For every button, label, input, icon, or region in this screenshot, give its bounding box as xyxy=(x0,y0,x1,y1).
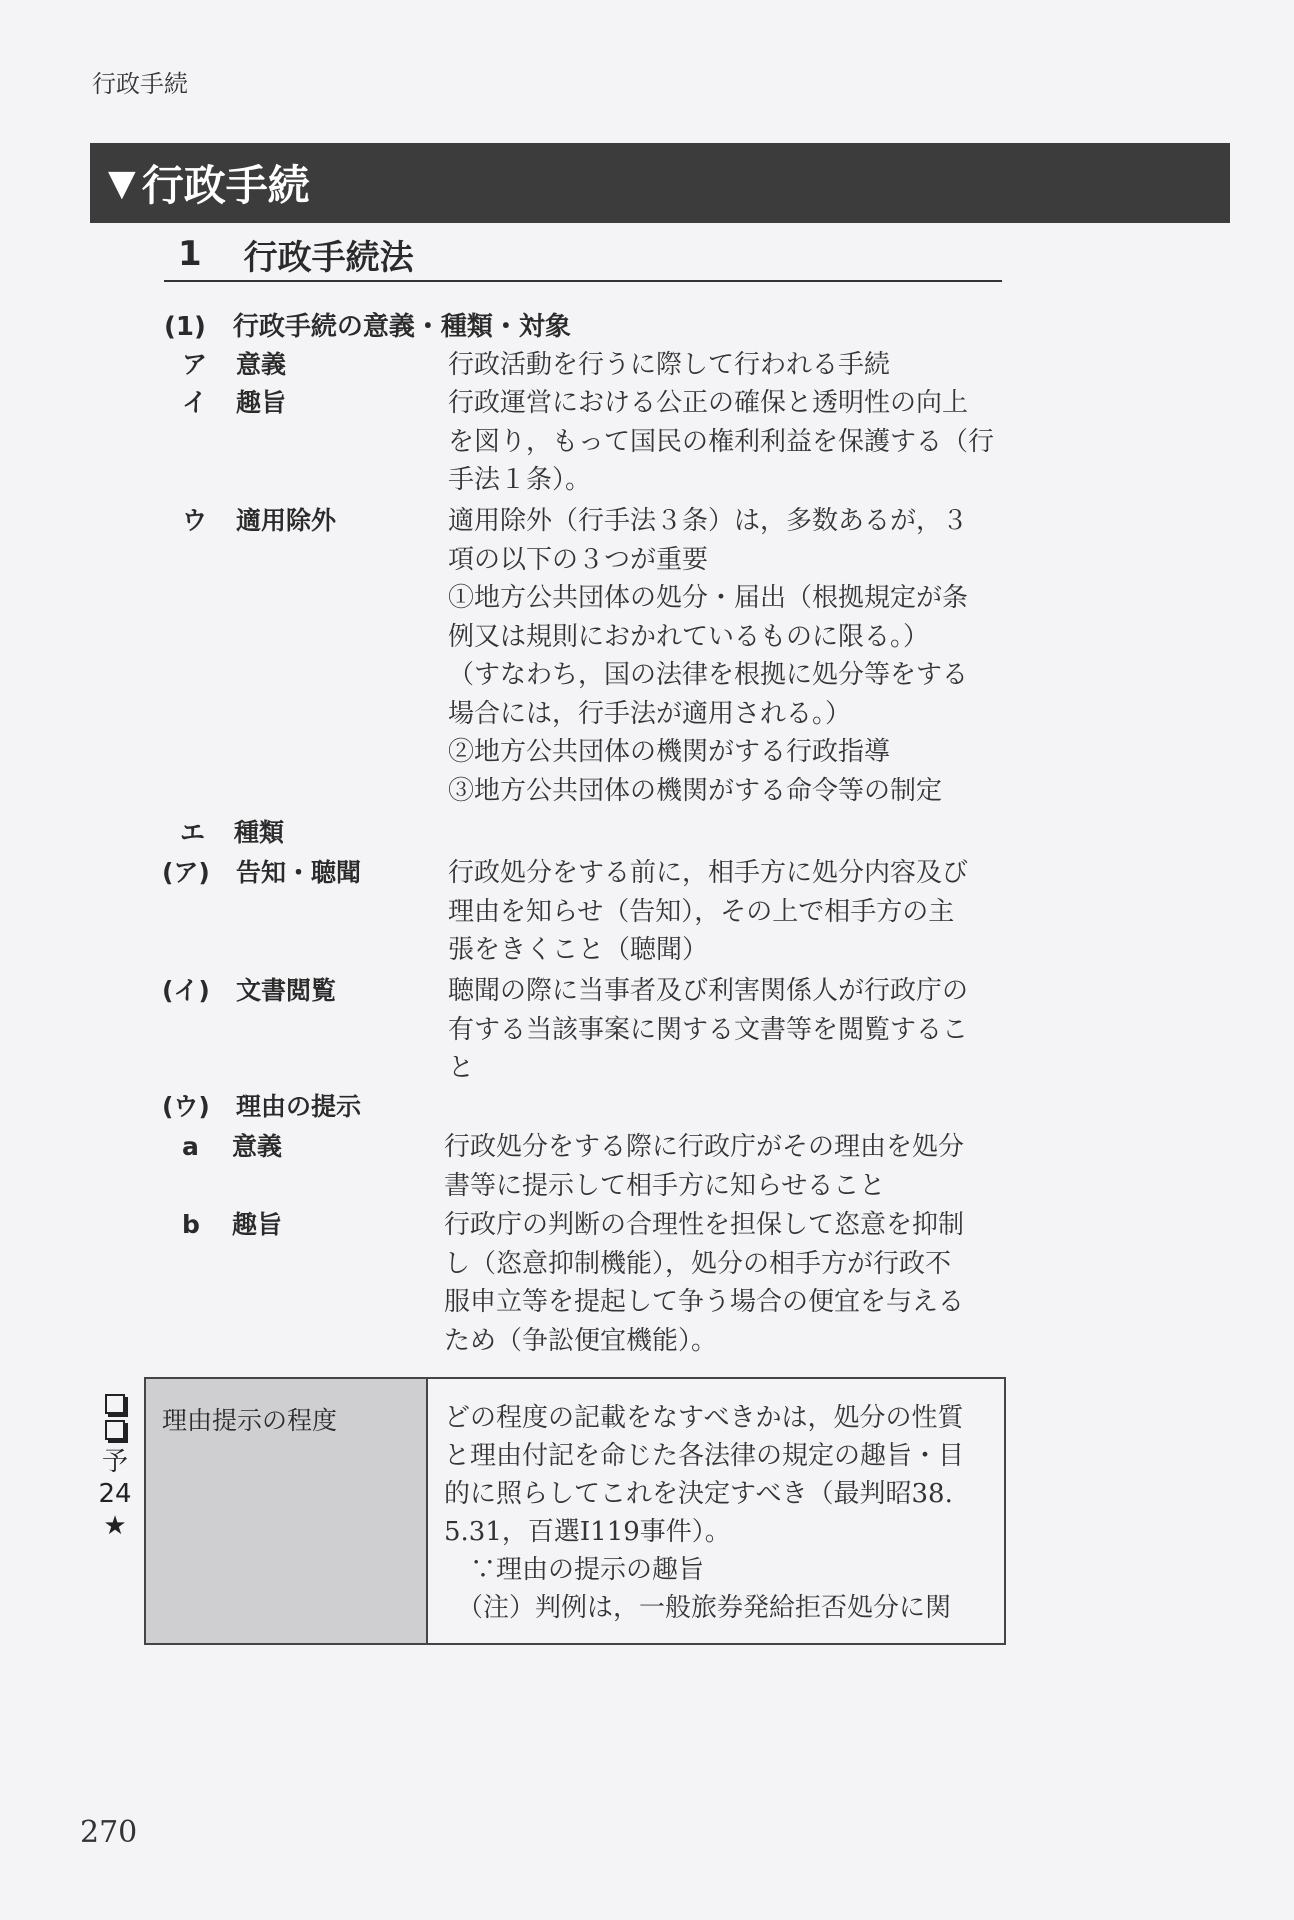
body-line: 場合には，行手法が適用される。） xyxy=(448,698,852,729)
exam-mark: 予 xyxy=(101,1447,128,1477)
body-line: 手法１条）。 xyxy=(448,465,592,495)
body-line: （すなわち，国の法律を根拠に処分等をする xyxy=(448,660,969,690)
row-label: 意義 xyxy=(236,350,287,379)
checkbox-icon[interactable] xyxy=(105,1394,125,1414)
body-line: ①地方公共団体の処分・届出（根拠規定が条 xyxy=(448,583,969,613)
row-mark: (イ) xyxy=(162,976,210,1005)
body-line: 適用除外（行手法３条）は，多数あるが，３ xyxy=(448,506,969,536)
body-line: 有する当該事案に関する文書等を閲覧するこ xyxy=(448,1014,969,1045)
note-line: ∵理由の提示の趣旨 xyxy=(444,1555,705,1585)
page-number: 270 xyxy=(80,1815,138,1850)
row-label: 種類 xyxy=(234,818,285,847)
row-body xyxy=(448,854,1008,970)
review-marks xyxy=(98,1388,132,1542)
note-box xyxy=(144,1377,1006,1645)
body-line: 項の以下の３つが重要 xyxy=(448,544,709,575)
row-mark: b xyxy=(182,1210,200,1239)
running-head: 行政手続 xyxy=(92,70,188,98)
note-label: 理由提示の程度 xyxy=(146,1379,428,1643)
row-mark: ア xyxy=(182,350,208,379)
body-line: 行政庁の判断の合理性を担保して恣意を抑制 xyxy=(444,1210,965,1240)
note-line: （注）判例は，一般旅券発給拒否処分に関 xyxy=(444,1593,952,1623)
body-line: 理由を知らせ（告知），その上で相手方の主 xyxy=(448,896,955,927)
row-mark: (ウ) xyxy=(162,1092,210,1121)
row-mark: エ xyxy=(180,818,206,847)
subsection-number: (1) xyxy=(164,312,206,342)
body-line: 服申立等を提起して争う場合の便宜を与える xyxy=(444,1287,965,1317)
body-line: を図り，もって国民の権利利益を保護する（行 xyxy=(448,426,995,457)
star-icon: ★ xyxy=(103,1511,127,1541)
section-number: 1 xyxy=(178,234,202,274)
row-label: 告知・聴聞 xyxy=(236,858,362,887)
exam-year: 24 xyxy=(98,1479,132,1509)
row-mark: a xyxy=(182,1132,199,1161)
body-line: 行政運営における公正の確保と透明性の向上 xyxy=(448,388,969,418)
row-label: 理由の提示 xyxy=(236,1092,362,1121)
row-label: 趣旨 xyxy=(236,388,287,417)
note-line: と理由付記を命じた各法律の規定の趣旨・目 xyxy=(444,1441,965,1471)
row-label: 文書閲覧 xyxy=(236,976,337,1005)
note-line: どの程度の記載をなすべきかは，処分の性質 xyxy=(444,1403,964,1433)
row-mark: イ xyxy=(182,388,208,417)
body-line: ②地方公共団体の機関がする行政指導 xyxy=(448,737,891,767)
body-line: と xyxy=(448,1053,475,1083)
row-body xyxy=(444,1128,1004,1205)
row-body xyxy=(444,1206,1004,1360)
body-line: し（恣意抑制機能），処分の相手方が行政不 xyxy=(444,1248,952,1279)
row-body xyxy=(448,502,1008,810)
body-line: 書等に提示して相手方に知らせること xyxy=(444,1170,886,1201)
row-label: 適用除外 xyxy=(236,506,337,535)
body-line: 行政処分をする前に，相手方に処分内容及び xyxy=(448,858,969,888)
chapter-title: 行政手続 xyxy=(141,161,310,210)
subsection-title: 行政手続の意義・種類・対象 xyxy=(232,312,571,342)
row-mark: (ア) xyxy=(162,858,210,887)
row-mark: ウ xyxy=(182,506,208,535)
row-label: 意義 xyxy=(232,1132,283,1161)
triangle-down-icon: ▼ xyxy=(108,162,136,204)
section-heading xyxy=(164,228,1002,282)
subsection-heading xyxy=(164,306,571,343)
row-body xyxy=(448,384,1008,500)
chapter-heading xyxy=(90,143,1230,223)
body-line: 例又は規則におかれているものに限る。） xyxy=(448,621,930,652)
body-line: 行政処分をする際に行政庁がその理由を処分 xyxy=(444,1132,965,1162)
body-line: 聴聞の際に当事者及び利害関係人が行政庁の xyxy=(448,976,969,1006)
row-label: 趣旨 xyxy=(232,1210,283,1239)
row-body xyxy=(448,346,1008,385)
body-line: 行政活動を行うに際して行われる手続 xyxy=(448,350,891,380)
body-line: ため（争訟便宜機能）。 xyxy=(444,1325,718,1356)
note-line: 的に照らしてこれを決定すべき（最判昭38. xyxy=(444,1479,953,1509)
note-body xyxy=(428,1379,1004,1643)
note-line: 5.31，百選Ⅰ119事件）。 xyxy=(444,1517,731,1547)
body-line: 張をきくこと（聴聞） xyxy=(448,935,709,965)
section-title: 行政手続法 xyxy=(243,237,414,278)
body-line: ③地方公共団体の機関がする命令等の制定 xyxy=(448,775,943,806)
row-body xyxy=(448,972,1008,1088)
checkbox-icon[interactable] xyxy=(105,1420,125,1440)
